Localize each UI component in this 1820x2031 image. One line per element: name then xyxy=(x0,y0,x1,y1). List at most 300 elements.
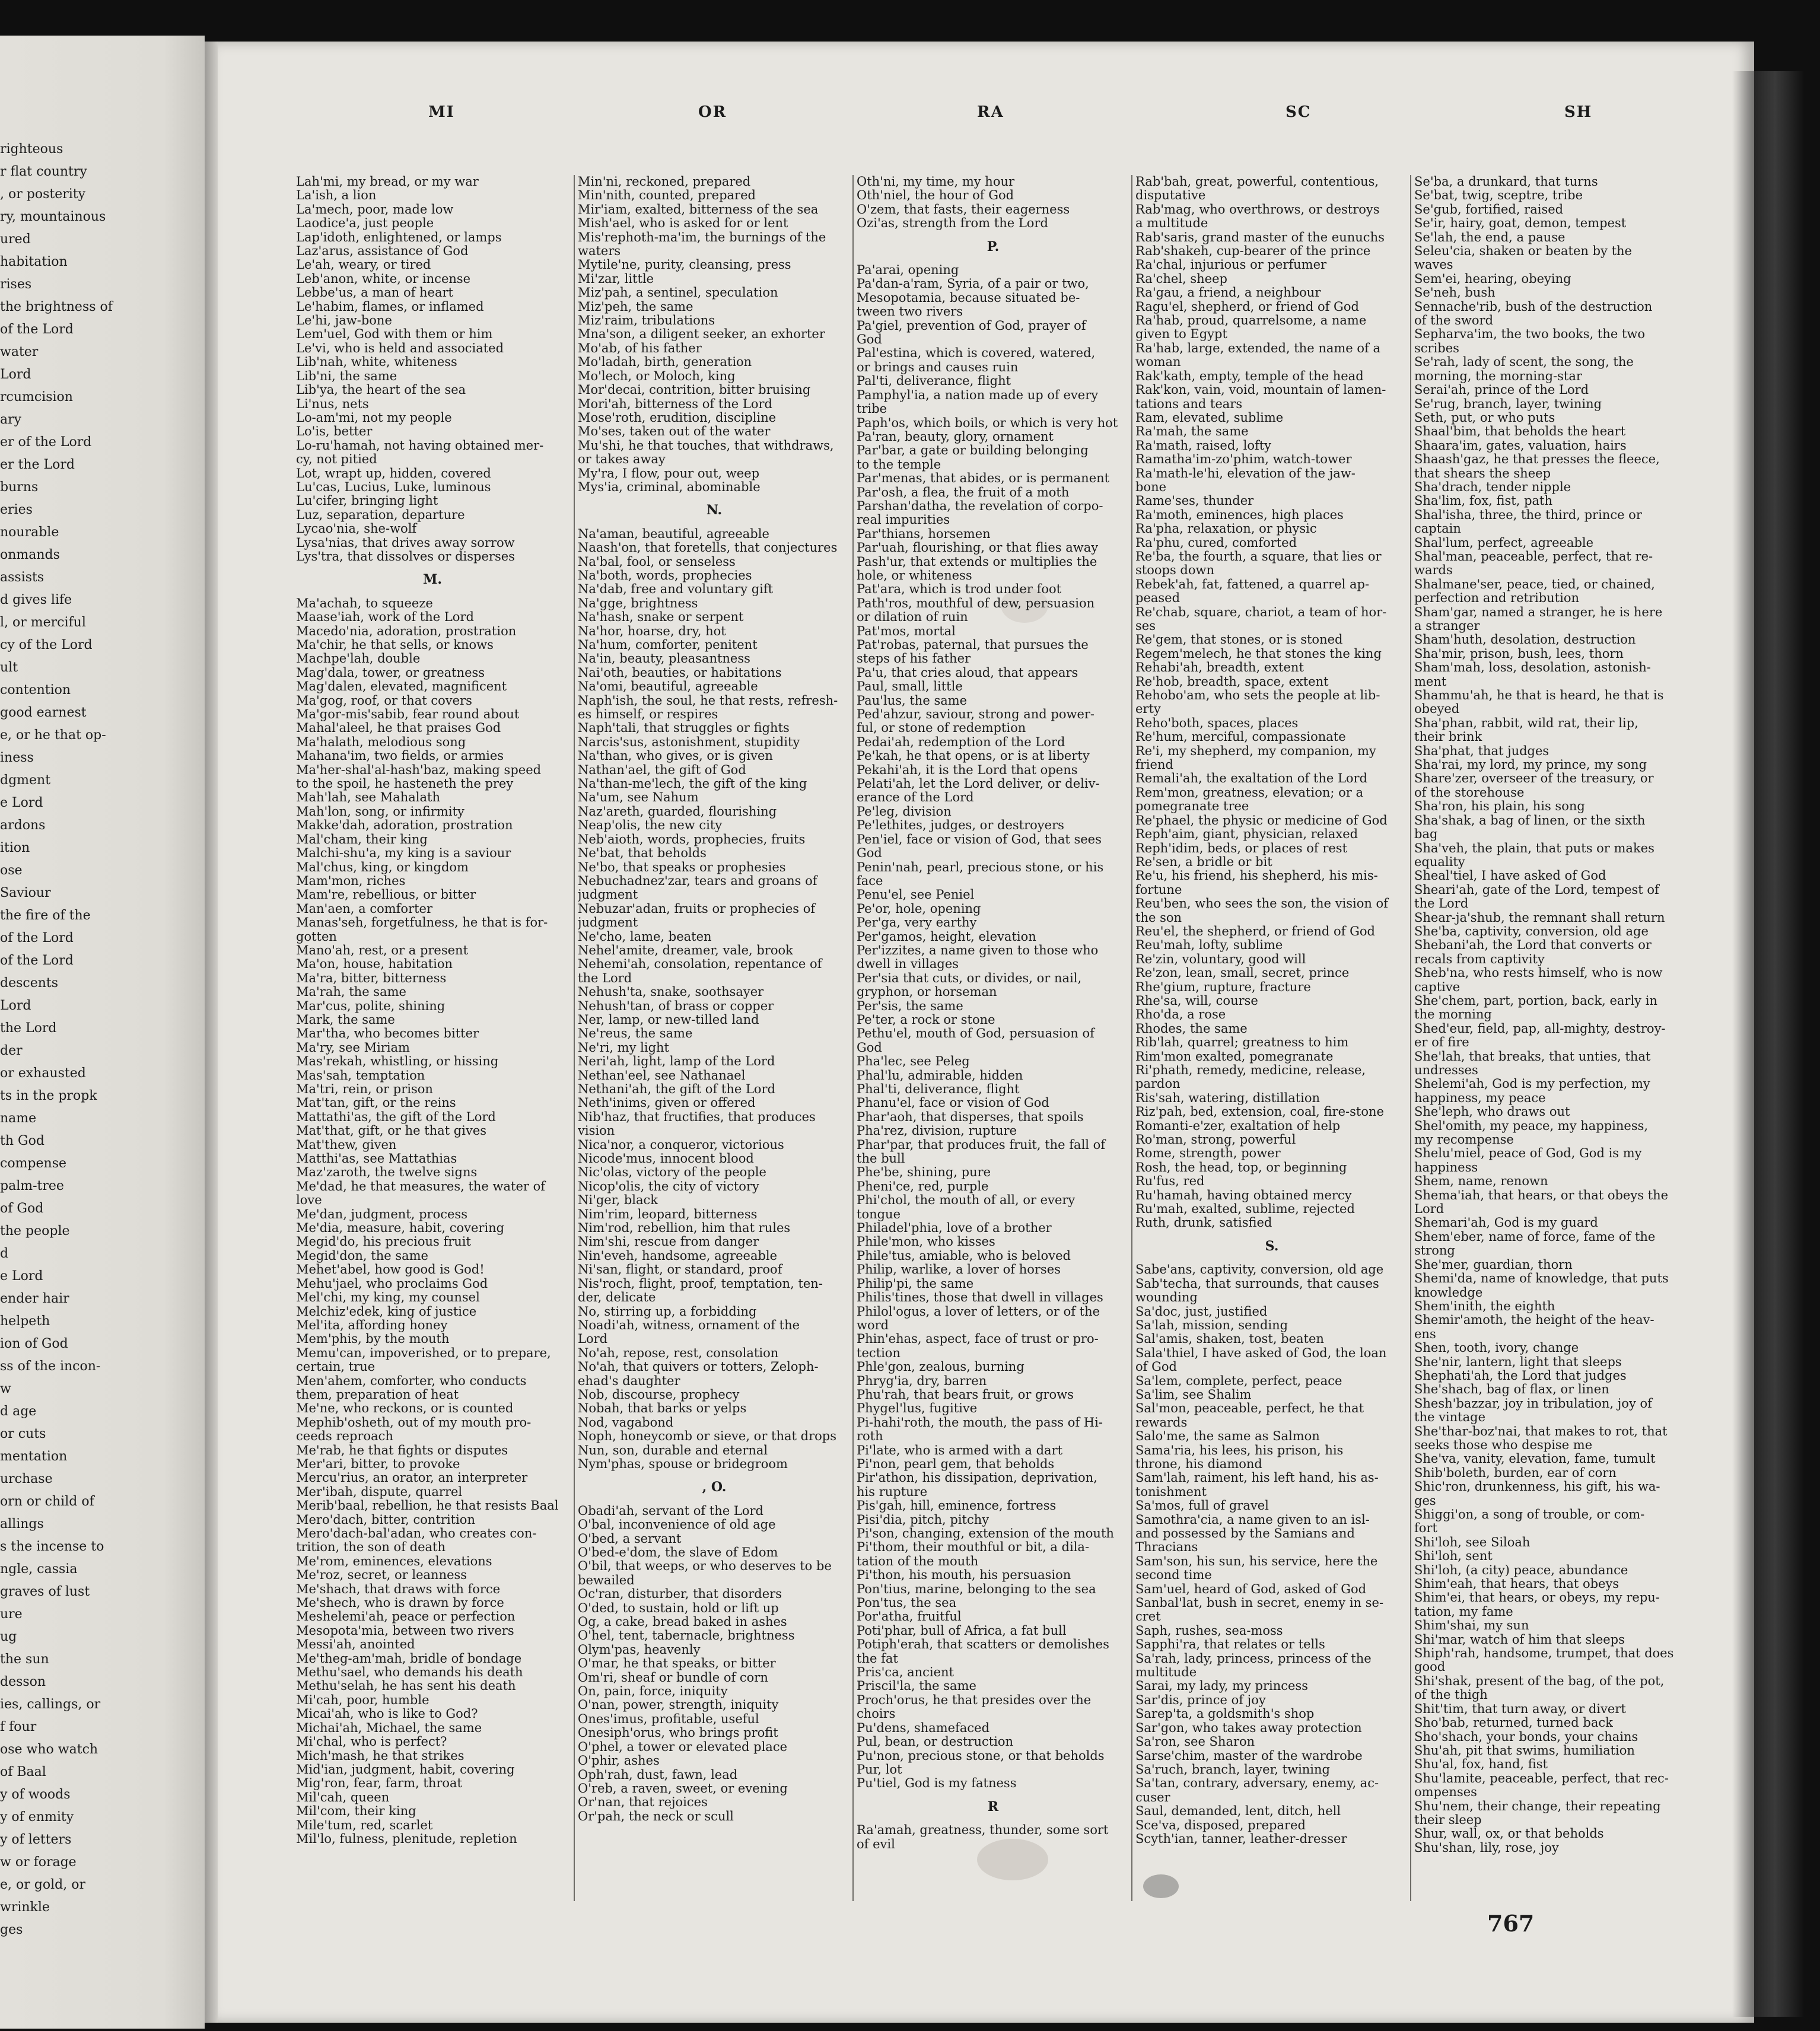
dictionary-entry: es himself, or respires xyxy=(578,708,718,722)
column-rule xyxy=(1131,175,1132,1901)
dictionary-entry: Nib'haz, that fructifies, that produces xyxy=(578,1110,816,1124)
dictionary-entry: Share'zer, overseer of the treasury, or xyxy=(1414,772,1654,786)
left-page-text: the brightness of xyxy=(0,300,113,314)
dictionary-entry: Laodice'a, just people xyxy=(296,217,434,231)
dictionary-entry: Sam'lah, raiment, his left hand, his as- xyxy=(1135,1471,1379,1485)
dictionary-entry: Sam'uel, heard of God, asked of God xyxy=(1135,1582,1367,1596)
dictionary-entry: Ru'mah, exalted, sublime, rejected xyxy=(1135,1202,1355,1217)
dictionary-entry: Sham'huth, desolation, destruction xyxy=(1414,633,1636,647)
dictionary-entry: Sar'dis, prince of joy xyxy=(1135,1693,1266,1707)
dictionary-entry: a multitude xyxy=(1135,217,1208,231)
dictionary-entry: On, pain, force, iniquity xyxy=(578,1685,728,1699)
dictionary-entry: Mo'lech, or Moloch, king xyxy=(578,369,736,383)
dictionary-entry: Ma'halath, melodious song xyxy=(296,735,466,749)
page-gutter xyxy=(205,42,218,2023)
dictionary-entry: Na'than-me'lech, the gift of the king xyxy=(578,777,807,791)
dictionary-entry: ens xyxy=(1414,1327,1436,1341)
dictionary-entry: happiness xyxy=(1414,1160,1478,1174)
dictionary-entry: Leb'anon, white, or incense xyxy=(296,272,471,286)
entries-p xyxy=(857,263,1129,1791)
dictionary-entry: Phar'aoh, that disperses, that spoils xyxy=(857,1110,1084,1124)
dictionary-entry: Methu'selah, he has sent his death xyxy=(296,1679,516,1693)
dictionary-entry: Rehabi'ah, breadth, extent xyxy=(1135,661,1304,675)
dictionary-entry: Mor'decai, contrition, bitter bruising xyxy=(578,383,811,397)
dictionary-entry: O'mar, he that speaks, or bitter xyxy=(578,1657,776,1671)
dictionary-entry: Nicode'mus, innocent blood xyxy=(578,1152,754,1166)
dictionary-entry: Pal'estina, which is covered, watered, xyxy=(857,346,1096,361)
dictionary-entry: She'shach, bag of flax, or linen xyxy=(1414,1383,1609,1397)
dictionary-entry: Se'rah, lady of scent, the song, the xyxy=(1414,355,1634,370)
dictionary-entry: Mer'ari, bitter, to provoke xyxy=(296,1457,460,1471)
dictionary-entry: Rib'lah, quarrel; greatness to him xyxy=(1135,1036,1349,1050)
dictionary-entry: given to Egypt xyxy=(1135,327,1227,342)
dictionary-entry: Sham'gar, named a stranger, he is here xyxy=(1414,605,1663,619)
dictionary-entry: Shiph'rah, handsome, trumpet, that does xyxy=(1414,1647,1674,1661)
running-header-ra: RA xyxy=(977,103,1004,121)
dictionary-entry: Phal'ti, deliverance, flight xyxy=(857,1083,1020,1096)
dictionary-entry: Phygel'lus, fugitive xyxy=(857,1402,978,1416)
dictionary-entry: Na'than, who gives, or is given xyxy=(578,749,773,763)
dictionary-entry: She'mer, guardian, thorn xyxy=(1414,1258,1573,1272)
left-page-text: descents xyxy=(0,976,59,991)
dictionary-entry: Shemi'da, name of knowledge, that puts xyxy=(1414,1272,1669,1286)
section-letter-o: , O. xyxy=(702,1479,727,1495)
dictionary-entry: She'ba, captivity, conversion, old age xyxy=(1414,924,1649,938)
dictionary-entry: that shears the sheep xyxy=(1414,466,1551,480)
left-page-text: nourable xyxy=(0,526,59,540)
dictionary-entry: gotten xyxy=(296,929,337,944)
dictionary-entry: Shi'loh, see Siloah xyxy=(1414,1535,1531,1549)
dictionary-entry: Pedai'ah, redemption of the Lord xyxy=(857,735,1065,749)
dictionary-entry: of the thigh xyxy=(1414,1688,1488,1702)
dictionary-entry: pardon xyxy=(1135,1077,1181,1091)
dictionary-entry: Sal'mon, peaceable, perfect, he that xyxy=(1135,1402,1364,1416)
dictionary-entry: Par'uah, flourishing, or that flies away xyxy=(857,541,1099,555)
dictionary-entry: Megid'don, the same xyxy=(296,1249,428,1263)
dictionary-entry: Pat'ara, which is trod under foot xyxy=(857,582,1062,597)
dictionary-entry: Nim'shi, rescue from danger xyxy=(578,1235,759,1249)
dictionary-entry: knowledge xyxy=(1414,1285,1483,1300)
dictionary-entry: Mem'phis, by the mouth xyxy=(296,1332,450,1346)
left-page-text: the Lord xyxy=(0,1021,57,1036)
dictionary-entry: cy, not pitied xyxy=(296,453,377,467)
dictionary-entry: Ma'chir, he that sells, or knows xyxy=(296,638,494,652)
column-4 xyxy=(1135,175,1408,1846)
dictionary-entry: Manas'seh, forgetfulness, he that is for- xyxy=(296,916,548,930)
dictionary-entry: Luz, separation, departure xyxy=(296,508,465,522)
dictionary-entry: Phle'gon, zealous, burning xyxy=(857,1360,1024,1374)
dictionary-entry: of God xyxy=(1135,1360,1177,1374)
dictionary-entry: Pisi'dia, pitch, pitchy xyxy=(857,1513,989,1527)
left-page-text: ender hair xyxy=(0,1292,69,1306)
left-page-text: ry, mountainous xyxy=(0,210,106,224)
dictionary-entry: captive xyxy=(1414,980,1461,994)
dictionary-entry: Men'ahem, comforter, who conducts xyxy=(296,1374,527,1388)
dictionary-entry: Sha'shak, a bag of linen, or the sixth xyxy=(1414,813,1646,827)
dictionary-entry: Mo'ab, of his father xyxy=(578,341,702,355)
left-page-text: iness xyxy=(0,751,34,765)
dictionary-entry: Mag'dalen, elevated, magnificent xyxy=(296,680,507,694)
left-page-text: eries xyxy=(0,503,33,517)
left-page-text: desson xyxy=(0,1675,46,1689)
dictionary-entry: Pa'giel, prevention of God, prayer of xyxy=(857,319,1086,333)
dictionary-entry: Nym'phas, spouse or bridegroom xyxy=(578,1457,788,1471)
dictionary-entry: Mehu'jael, who proclaims God xyxy=(296,1276,488,1291)
left-page-text: of the Lord xyxy=(0,323,74,337)
left-page-text: wrinkle xyxy=(0,1901,50,1915)
dictionary-entry: recals from captivity xyxy=(1414,952,1545,966)
dictionary-entry: seeks those who despise me xyxy=(1414,1438,1593,1452)
dictionary-entry: Lysa'nias, that drives away sorrow xyxy=(296,536,515,550)
dictionary-entry: Re'zon, lean, small, secret, prince xyxy=(1135,966,1350,981)
dictionary-entry: them, preparation of heat xyxy=(296,1387,459,1402)
dictionary-entry: Shim'ei, that hears, or obeys, my repu- xyxy=(1414,1591,1660,1605)
dictionary-entry: Sha'ron, his plain, his song xyxy=(1414,800,1585,814)
dictionary-entry: Ne'bo, that speaks or prophesies xyxy=(578,860,786,874)
dictionary-entry: She'nir, lantern, light that sleeps xyxy=(1414,1355,1622,1369)
dictionary-entry: Phile'tus, amiable, who is beloved xyxy=(857,1249,1071,1263)
dictionary-entry: happiness, my peace xyxy=(1414,1091,1546,1105)
dictionary-entry: Obadi'ah, servant of the Lord xyxy=(578,1504,764,1518)
dictionary-entry: Re'zin, voluntary, good will xyxy=(1135,952,1306,966)
dictionary-entry: Nethan'eel, see Nathanael xyxy=(578,1068,746,1083)
left-page-text: e, or he that op- xyxy=(0,728,106,743)
dictionary-entry: Oth'niel, the hour of God xyxy=(857,189,1014,203)
dictionary-entry: Se'ba, a drunkard, that turns xyxy=(1414,175,1598,189)
dictionary-entry: Rame'ses, thunder xyxy=(1135,494,1254,508)
dictionary-entry: Nin'eveh, handsome, agreeable xyxy=(578,1249,778,1263)
entries-s-cont xyxy=(1414,175,1687,1855)
dictionary-entry: Mat'that, gift, or he that gives xyxy=(296,1124,487,1138)
dictionary-entry: Ra'mah, the same xyxy=(1135,425,1249,439)
dictionary-entry: woman xyxy=(1135,355,1181,370)
dictionary-entry: Oth'ni, my time, my hour xyxy=(857,175,1015,189)
dictionary-entry: Rhe'sa, will, course xyxy=(1135,994,1258,1008)
dictionary-entry: Pheni'ce, red, purple xyxy=(857,1179,989,1193)
dictionary-entry: Remali'ah, the exaltation of the Lord xyxy=(1135,772,1368,786)
dictionary-entry: O'bal, inconvenience of old age xyxy=(578,1518,776,1532)
dictionary-entry: Por'atha, fruitful xyxy=(857,1610,962,1624)
dictionary-entry: Ra'chel, sheep xyxy=(1135,272,1227,286)
dictionary-entry: Pau'lus, the same xyxy=(857,693,968,708)
dictionary-entry: Mehet'abel, how good is God! xyxy=(296,1263,485,1277)
left-page-text: the sun xyxy=(0,1653,49,1667)
dictionary-entry: Mag'dala, tower, or greatness xyxy=(296,666,485,680)
dictionary-entry: O'hel, tent, tabernacle, brightness xyxy=(578,1629,795,1643)
running-header-mi: MI xyxy=(428,103,455,121)
dictionary-entry: Shemari'ah, God is my guard xyxy=(1414,1216,1598,1230)
dictionary-entry: good xyxy=(1414,1660,1446,1675)
dictionary-entry: Pon'tus, the sea xyxy=(857,1596,957,1610)
dictionary-entry: real impurities xyxy=(857,513,950,527)
dictionary-entry: undresses xyxy=(1414,1064,1478,1077)
dictionary-entry: Shaara'im, gates, valuation, hairs xyxy=(1414,438,1627,453)
dictionary-entry: Mel'ita, affording honey xyxy=(296,1318,448,1332)
dictionary-entry: Maase'iah, work of the Lord xyxy=(296,610,474,625)
dictionary-entry: Phi'chol, the mouth of all, or every xyxy=(857,1193,1076,1208)
dictionary-entry: Shim'shai, my sun xyxy=(1414,1619,1529,1633)
dictionary-entry: Pi'son, changing, extension of the mouth xyxy=(857,1527,1114,1540)
left-page-text: contention xyxy=(0,683,71,698)
dictionary-entry: Pis'gah, hill, eminence, fortress xyxy=(857,1499,1057,1513)
dictionary-entry: Me'roz, secret, or leanness xyxy=(296,1568,467,1583)
left-page-text: y of woods xyxy=(0,1788,71,1802)
entries-o xyxy=(578,1504,851,1823)
dictionary-entry: Shu'ah, pit that swims, humiliation xyxy=(1414,1743,1635,1758)
dictionary-entry: Philip'pi, the same xyxy=(857,1276,974,1291)
dictionary-entry: Mo'ladah, birth, generation xyxy=(578,355,752,370)
dictionary-entry: Mil'cah, queen xyxy=(296,1790,390,1804)
dictionary-entry: Na'omi, beautiful, agreeable xyxy=(578,680,758,694)
left-page-text: good earnest xyxy=(0,706,87,720)
entries-s xyxy=(1135,1263,1408,1846)
column-rule xyxy=(1410,175,1411,1901)
dictionary-entry: Philadel'phia, love of a brother xyxy=(857,1221,1052,1236)
dictionary-entry: Sha'lim, fox, fist, path xyxy=(1414,494,1553,508)
dictionary-entry: or dilation of ruin xyxy=(857,610,968,625)
dictionary-entry: Sa'lim, see Shalim xyxy=(1135,1387,1252,1402)
stain xyxy=(1143,1874,1179,1898)
dictionary-entry: Mi'cah, poor, humble xyxy=(296,1693,429,1707)
dictionary-entry: Shic'ron, drunkenness, his gift, his wa- xyxy=(1414,1480,1660,1494)
dictionary-entry: Pris'ca, ancient xyxy=(857,1666,954,1680)
dictionary-entry: Sho'shach, your bonds, your chains xyxy=(1414,1730,1638,1744)
dictionary-entry: Se'rug, branch, layer, twining xyxy=(1414,397,1602,411)
dictionary-entry: Ruth, drunk, satisfied xyxy=(1135,1216,1272,1230)
dictionary-entry: Nun, son, durable and eternal xyxy=(578,1443,768,1457)
dictionary-entry: Ones'imus, profitable, useful xyxy=(578,1712,759,1726)
dictionary-entry: Na'hor, hoarse, dry, hot xyxy=(578,624,726,638)
dictionary-entry: Shelu'miel, peace of God, God is my xyxy=(1414,1147,1642,1161)
left-page-text: rises xyxy=(0,278,32,292)
dictionary-entry: Mero'dach-bal'adan, who creates con- xyxy=(296,1527,537,1540)
dictionary-entry: Le'hi, jaw-bone xyxy=(296,314,392,328)
dictionary-entry: Per'gamos, height, elevation xyxy=(857,929,1036,944)
dictionary-entry: Mel'chi, my king, my counsel xyxy=(296,1291,480,1305)
column-3 xyxy=(857,175,1129,1851)
dictionary-entry: Mil'com, their king xyxy=(296,1804,416,1819)
dictionary-entry: Me'dan, judgment, process xyxy=(296,1207,467,1221)
dictionary-entry: Mano'ah, rest, or a present xyxy=(296,943,469,957)
dictionary-entry: Shen, tooth, ivory, change xyxy=(1414,1341,1579,1355)
dictionary-entry: my recompense xyxy=(1414,1133,1514,1147)
dictionary-entry: bone xyxy=(1135,480,1167,494)
dictionary-entry: Sepharva'im, the two books, the two xyxy=(1414,327,1645,342)
dictionary-entry: rewards xyxy=(1135,1415,1188,1430)
left-page-text: th God xyxy=(0,1134,44,1148)
dictionary-entry: Saph, rushes, sea-moss xyxy=(1135,1623,1283,1638)
dictionary-entry: Shu'shan, lily, rose, joy xyxy=(1414,1841,1559,1855)
dictionary-entry: Ra'amah, greatness, thunder, some sort xyxy=(857,1823,1109,1838)
dictionary-entry: Neth'inims, given or offered xyxy=(578,1096,756,1110)
dictionary-entry: Nim'rim, leopard, bitterness xyxy=(578,1207,758,1221)
dictionary-entry: throne, his diamond xyxy=(1135,1457,1262,1471)
dictionary-entry: the vintage xyxy=(1414,1411,1486,1425)
dictionary-entry: Machpe'lah, double xyxy=(296,652,421,666)
left-page-text: y of enmity xyxy=(0,1810,74,1825)
dictionary-entry: Rak'kath, empty, temple of the head xyxy=(1135,369,1364,383)
dictionary-entry: Nehush'tan, of brass or copper xyxy=(578,999,774,1013)
dictionary-entry: Micai'ah, who is like to God? xyxy=(296,1707,478,1721)
dictionary-entry: Na'hash, snake or serpent xyxy=(578,610,744,625)
dictionary-entry: Mish'ael, who is asked for or lent xyxy=(578,217,788,231)
dictionary-entry: Path'ros, mouthful of dew, persuasion xyxy=(857,596,1095,610)
dictionary-entry: Lap'idoth, enlightened, or lamps xyxy=(296,230,502,244)
dictionary-entry: Sa'ron, see Sharon xyxy=(1135,1735,1255,1749)
dictionary-entry: Se'ir, hairy, goat, demon, tempest xyxy=(1414,217,1627,231)
dictionary-entry: Philol'ogus, a lover of letters, or of the xyxy=(857,1304,1100,1319)
dictionary-entry: Ne'cho, lame, beaten xyxy=(578,929,712,944)
left-page-text: d xyxy=(0,1247,9,1261)
dictionary-entry: Na'dab, free and voluntary gift xyxy=(578,582,774,597)
dictionary-entry: ment xyxy=(1414,674,1447,689)
dictionary-entry: Noph, honeycomb or sieve, or that drops xyxy=(578,1430,836,1444)
dictionary-entry: Nobah, that barks or yelps xyxy=(578,1402,747,1416)
dictionary-entry: Mar'tha, who becomes bitter xyxy=(296,1027,479,1041)
dictionary-entry: Noadi'ah, witness, ornament of the xyxy=(578,1318,800,1332)
dictionary-entry: Or'pah, the neck or scull xyxy=(578,1809,734,1823)
section-letter-n: N. xyxy=(706,502,723,518)
dictionary-entry: Pethu'el, mouth of God, persuasion of xyxy=(857,1027,1094,1041)
left-page-text: ion of God xyxy=(0,1337,68,1351)
dictionary-entry: Man'aen, a comforter xyxy=(296,902,433,916)
dictionary-entry: Pu'dens, shamefaced xyxy=(857,1721,990,1735)
dictionary-entry: der, delicate xyxy=(578,1291,656,1305)
dictionary-entry: Og, a cake, bread baked in ashes xyxy=(578,1615,787,1629)
dictionary-entry: Potiph'erah, that scatters or demolishes xyxy=(857,1638,1109,1652)
dictionary-entry: waves xyxy=(1414,258,1453,272)
dictionary-entry: Shi'loh, (a city) peace, abundance xyxy=(1414,1563,1628,1577)
dictionary-entry: Shem'eber, name of force, fame of the xyxy=(1414,1230,1656,1244)
dictionary-entry: Rab'saris, grand master of the eunuchs xyxy=(1135,230,1385,244)
dictionary-entry: Ma'ra, bitter, bitterness xyxy=(296,971,447,985)
dictionary-entry: Ne'bat, that beholds xyxy=(578,846,707,861)
dictionary-entry: O'phel, a tower or elevated place xyxy=(578,1740,788,1754)
dictionary-entry: Ra'hab, large, extended, the name of a xyxy=(1135,341,1380,355)
running-header-or: OR xyxy=(698,103,727,121)
left-page-text: w xyxy=(0,1382,11,1396)
left-page-text: er the Lord xyxy=(0,458,75,472)
dictionary-entry: Ma'gor-mis'sabib, fear round about xyxy=(296,708,520,722)
left-page-text: ies, callings, or xyxy=(0,1698,101,1712)
dictionary-entry: Lot, wrapt up, hidden, covered xyxy=(296,466,491,480)
dictionary-entry: Sha'drach, tender nipple xyxy=(1414,480,1571,494)
dictionary-entry: Nehush'ta, snake, soothsayer xyxy=(578,985,764,999)
dictionary-entry: steps of his father xyxy=(857,652,971,666)
dictionary-entry: Mat'tan, gift, or the reins xyxy=(296,1096,456,1110)
dictionary-entry: Ram, elevated, sublime xyxy=(1135,410,1284,425)
dictionary-entry: Shi'shak, present of the bag, of the pot, xyxy=(1414,1674,1665,1688)
dictionary-entry: Sham'mah, loss, desolation, astonish- xyxy=(1414,661,1651,675)
dictionary-entry: O'nan, power, strength, iniquity xyxy=(578,1698,779,1712)
dictionary-entry: Me'dad, he that measures, the water of xyxy=(296,1179,545,1193)
section-letter-s: S. xyxy=(1265,1238,1279,1254)
dictionary-entry: Sala'thiel, I have asked of God, the loan xyxy=(1135,1346,1387,1360)
dictionary-entry: Re'chab, square, chariot, a team of hor- xyxy=(1135,605,1387,619)
dictionary-entry: Mys'ia, criminal, abominable xyxy=(578,480,761,494)
dictionary-entry: Sarep'ta, a goldsmith's shop xyxy=(1135,1707,1315,1721)
dictionary-entry: a stranger xyxy=(1414,619,1480,633)
dictionary-entry: their sleep xyxy=(1414,1813,1482,1827)
dictionary-entry: Mam'mon, riches xyxy=(296,874,406,888)
dictionary-entry: ful, or stone of redemption xyxy=(857,721,1026,736)
dictionary-entry: Mig'ron, fear, farm, throat xyxy=(296,1777,462,1791)
dictionary-entry: Pir'athon, his dissipation, deprivation, xyxy=(857,1471,1097,1485)
dictionary-entry: tribe xyxy=(857,402,887,416)
dictionary-entry: Paph'os, which boils, or which is very hot xyxy=(857,416,1118,430)
dictionary-entry: O'bil, that weeps, or who deserves to be xyxy=(578,1559,832,1574)
dictionary-entry: Lys'tra, that dissolves or disperses xyxy=(296,549,515,564)
dictionary-entry: pomegranate tree xyxy=(1135,800,1249,814)
dictionary-entry: Miz'raim, tribulations xyxy=(578,314,715,328)
dictionary-entry: Shemir'amoth, the height of the heav- xyxy=(1414,1313,1654,1328)
dictionary-entry: Pon'tius, marine, belonging to the sea xyxy=(857,1582,1096,1596)
dictionary-entry: Sal'amis, shaken, tost, beaten xyxy=(1135,1332,1324,1346)
dictionary-entry: tection xyxy=(857,1346,901,1360)
dictionary-entry: Phanu'el, face or vision of God xyxy=(857,1096,1049,1110)
dictionary-entry: Lib'ni, the same xyxy=(296,369,397,383)
dictionary-entry: Nob, discourse, prophecy xyxy=(578,1387,740,1402)
left-page-text: , or posterity xyxy=(0,187,86,202)
dictionary-entry: the Lord xyxy=(1414,897,1469,911)
dictionary-entry: Naz'areth, guarded, flourishing xyxy=(578,804,777,819)
dictionary-entry: Me'dia, measure, habit, covering xyxy=(296,1221,505,1236)
dictionary-entry: Re'sen, a bridle or bit xyxy=(1135,855,1272,869)
dictionary-entry: Pu'non, precious stone, or that beholds xyxy=(857,1749,1105,1763)
dictionary-entry: Pal'ti, deliverance, flight xyxy=(857,374,1011,389)
dictionary-entry: Rehobo'am, who sets the people at lib- xyxy=(1135,689,1380,703)
dictionary-entry: Phile'mon, who kisses xyxy=(857,1235,995,1249)
dictionary-entry: Sho'bab, returned, turned back xyxy=(1414,1716,1613,1730)
dictionary-entry: Nicop'olis, the city of victory xyxy=(578,1179,759,1193)
dictionary-entry: Na'in, beauty, pleasantness xyxy=(578,652,750,666)
dictionary-entry: certain, true xyxy=(296,1360,376,1374)
dictionary-entry: Sha'phan, rabbit, wild rat, their lip, xyxy=(1414,716,1638,730)
dictionary-entry: Pa'arai, opening xyxy=(857,263,959,278)
dictionary-entry: Lord xyxy=(1414,1202,1444,1217)
dictionary-entry: Lo'is, better xyxy=(296,425,373,439)
dictionary-entry: bewailed xyxy=(578,1573,635,1587)
dictionary-entry: Laz'arus, assistance of God xyxy=(296,244,469,259)
column-5 xyxy=(1414,175,1687,1855)
left-page-text: Saviour xyxy=(0,886,51,900)
dictionary-entry: of evil xyxy=(857,1837,895,1851)
dictionary-entry: tation of the mouth xyxy=(857,1554,979,1568)
dictionary-entry: Seleu'cia, shaken or beaten by the xyxy=(1414,244,1632,259)
left-page-text: mentation xyxy=(0,1450,68,1464)
dictionary-entry: Na'bal, fool, or senseless xyxy=(578,555,736,569)
dictionary-entry: Macedo'nia, adoration, prostration xyxy=(296,624,517,638)
dictionary-entry: La'ish, a lion xyxy=(296,189,377,203)
dictionary-entry: Na'gge, brightness xyxy=(578,596,698,610)
dictionary-entry: Me'rab, he that fights or disputes xyxy=(296,1443,508,1457)
dictionary-entry: O'ded, to sustain, hold or lift up xyxy=(578,1601,779,1615)
left-page-text: d gives life xyxy=(0,593,72,607)
dictionary-entry: Ma'achah, to squeeze xyxy=(296,596,433,610)
dictionary-entry: Se'neh, bush xyxy=(1414,286,1496,300)
dictionary-entry: Sanbal'lat, bush in secret, enemy in se- xyxy=(1135,1596,1384,1610)
dictionary-entry: Sama'ria, his lees, his prison, his xyxy=(1135,1443,1344,1457)
dictionary-entry: Mna'son, a diligent seeker, an exhorter xyxy=(578,327,825,342)
dictionary-entry: disputative xyxy=(1135,189,1206,203)
entries-r xyxy=(857,1823,1129,1851)
left-page-text: of God xyxy=(0,1202,44,1216)
left-page-text: righteous xyxy=(0,142,63,157)
dictionary-entry: Seth, put, or who puts xyxy=(1414,410,1555,425)
left-page-text: ured xyxy=(0,233,31,247)
dictionary-entry: roth xyxy=(857,1430,883,1444)
dictionary-entry: their brink xyxy=(1414,730,1482,744)
